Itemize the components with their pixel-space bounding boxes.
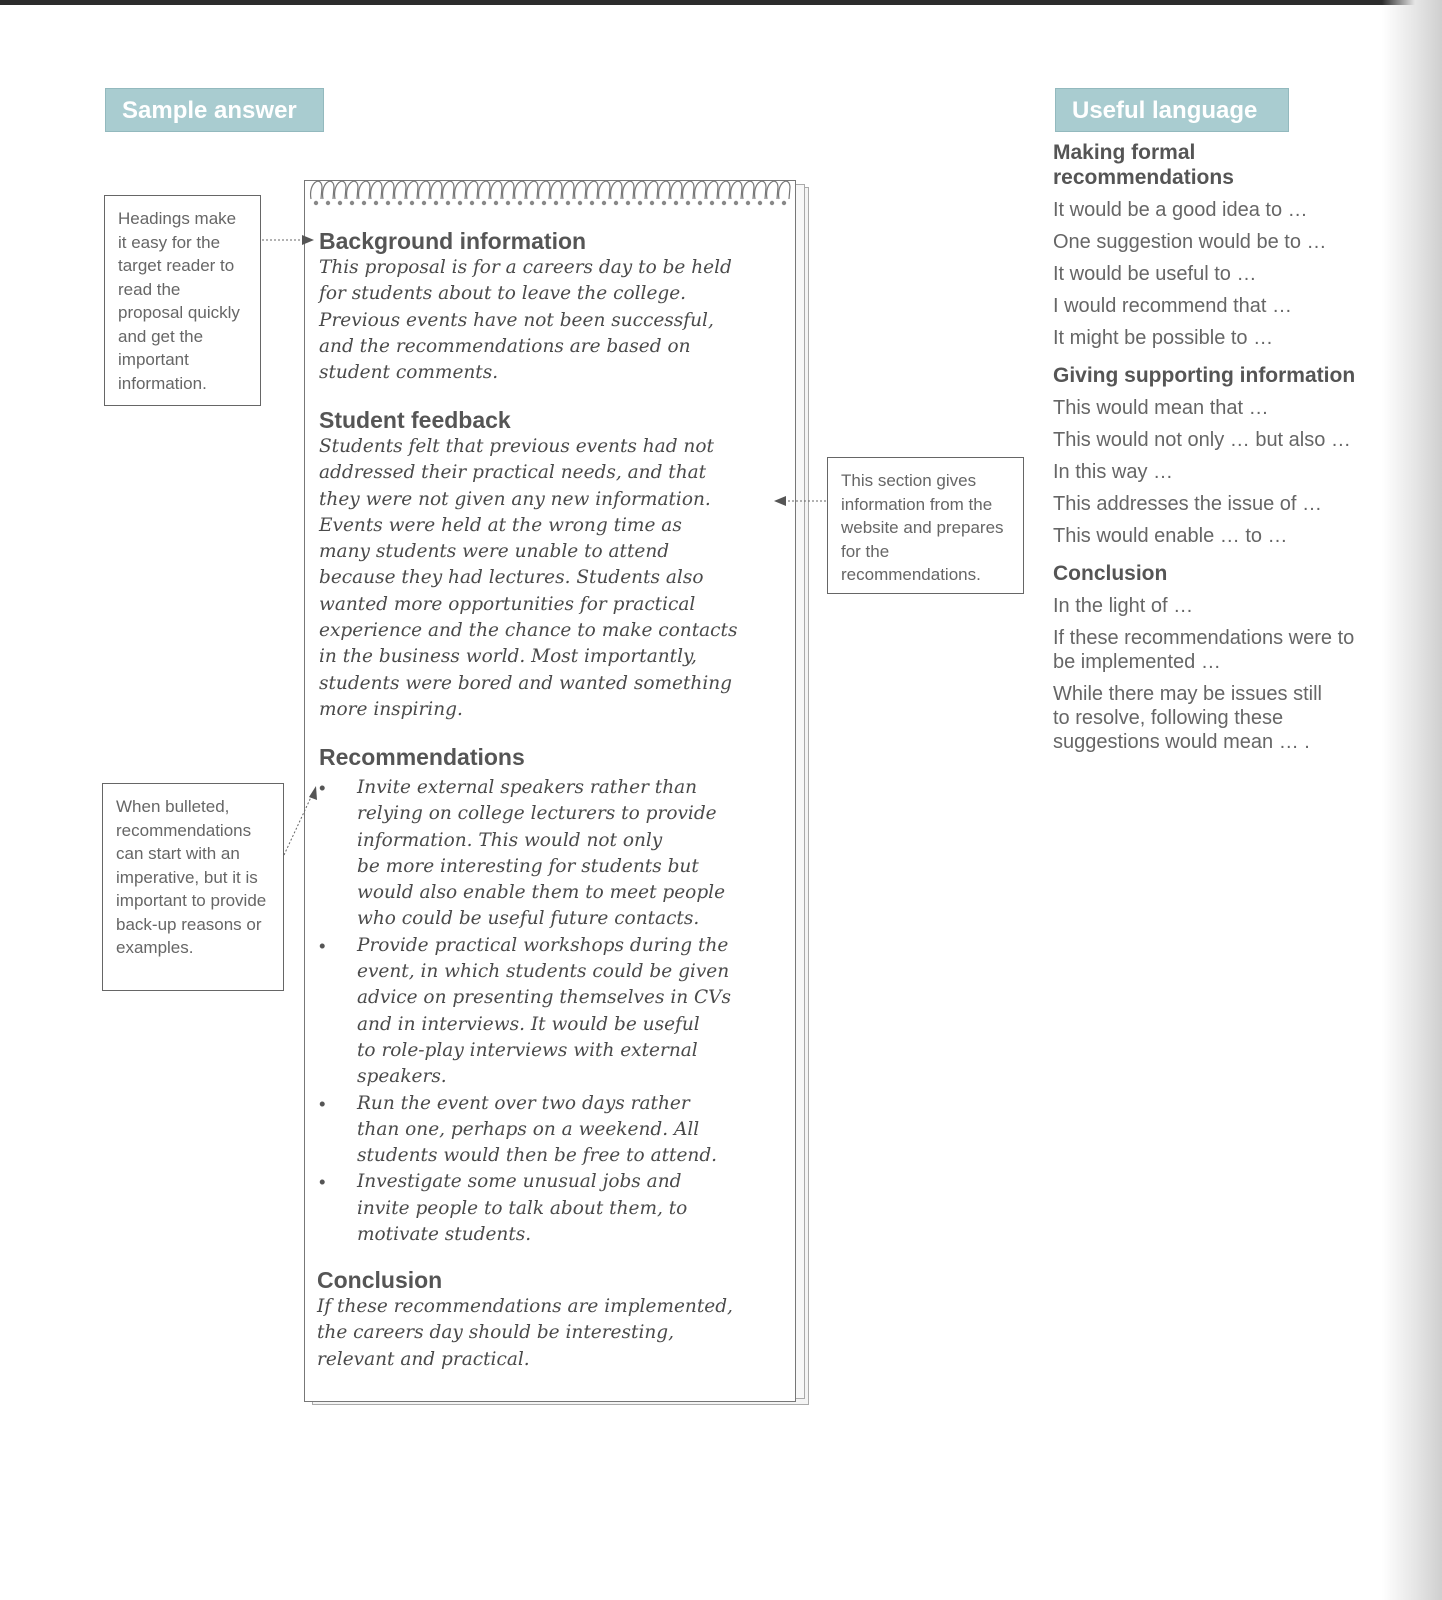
phrase-item: It would be a good idea to … (1053, 199, 1308, 221)
background-text: This proposal is for a careers day to be held for students about to leave the college. Previous events have not been successful, and the recommendations are based on student comments. (319, 257, 732, 384)
conclusion-heading: Conclusion (317, 1267, 443, 1293)
top-rule (0, 0, 1442, 5)
conclusion-phrases-heading: Conclusion (1053, 562, 1168, 585)
phrase-item: If these recommendations were to be implemented … (1053, 627, 1355, 673)
list-item: • Investigate some unusual jobs and invite people to talk about them, to motivate students. (319, 1171, 688, 1246)
feedback-heading: Student feedback (319, 407, 511, 433)
phrase-item: While there may be issues still to resolve, following these suggestions would mean … . (1053, 683, 1322, 753)
background-heading: Background information (319, 228, 587, 254)
phrase-item: It would be useful to … (1053, 263, 1257, 285)
feedback-text: Students felt that previous events had not addressed their practical needs, and that they were not given any new information. Events were held at the wrong time as many students were unable to attend because they had lectures. Students also wanted more opportunities for practical experience and the chance to make contacts in the business world. Most importantly, students were bored and wanted something more inspiring. (319, 436, 738, 720)
phrase-item: I would recommend that … (1053, 295, 1292, 317)
notepad (304, 180, 796, 1402)
conclusion-text: If these recommendations are implemented, the careers day should be interesting, relevant and practical. (317, 1296, 733, 1370)
useful-language-panel (1053, 140, 1393, 754)
phrase-item: This addresses the issue of … (1053, 493, 1323, 515)
useful-language-tag: Useful language (1055, 88, 1289, 132)
recommendations-heading: Recommendations (319, 744, 525, 770)
making-heading: Making formal recommendations (1053, 141, 1234, 189)
note-headings: Headings make it easy for the target reader to read the proposal quickly and get the important information. (104, 195, 261, 406)
note-section-info: This section gives information from the website and prepares for the recommendations. (827, 457, 1024, 594)
phrase-item: In this way … (1053, 461, 1174, 483)
list-item: • Provide practical workshops during the event, in which students could be given advice on presenting themselves in CVs and in interviews. It would be useful to role-play interviews with external speakers. (319, 934, 732, 1088)
phrase-item: This would not only … but also … (1053, 429, 1351, 451)
supporting-heading: Giving supporting information (1053, 364, 1356, 387)
spiral-binding-icon (303, 169, 795, 213)
phrase-item: One suggestion would be to … (1053, 231, 1327, 253)
note-bulleted: When bulleted, recommendations can start with an imperative, but it is important to provide back-up reasons or examples. (102, 783, 284, 991)
phrase-item: In the light of … (1053, 595, 1194, 617)
list-item: • Run the event over two days rather than one, perhaps on a weekend. All students would then be free to attend. (319, 1092, 718, 1167)
list-item: • Invite external speakers rather than relying on college lecturers to provide information. This would not only be more interesting for students but would also enable them to meet people who could be useful future contacts. (319, 777, 726, 930)
phrase-item: This would mean that … (1053, 397, 1269, 419)
recommendations-list (319, 775, 795, 1248)
phrase-item: This would enable … to … (1053, 525, 1288, 547)
phrase-item: It might be possible to … (1053, 327, 1274, 349)
sample-answer-tag: Sample answer (105, 88, 324, 132)
